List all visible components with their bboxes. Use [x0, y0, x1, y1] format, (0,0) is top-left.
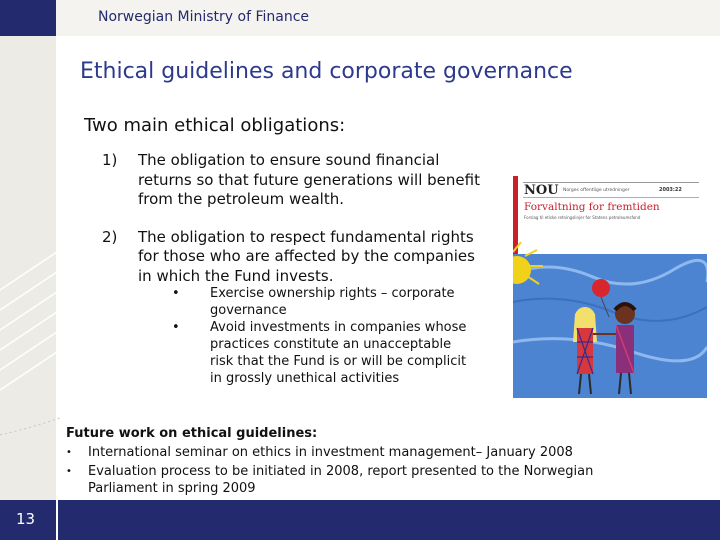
cover-subtitle: Forslag til etiske retningslinjer for Statens petroleumsfond: [524, 215, 641, 220]
obligation-number: 1): [102, 151, 118, 169]
cover-illustration: [513, 142, 707, 398]
page-number: 13: [16, 510, 36, 528]
sub-bullet-list: [172, 285, 472, 387]
bullet-glyph: •: [66, 466, 72, 477]
header-logo-block: [0, 0, 56, 36]
future-work-text: International seminar on ethics in investment management– January 2008: [88, 445, 573, 460]
future-work-item: [66, 444, 666, 461]
sub-bullet-text: Exercise ownership rights – corporate governance: [210, 286, 455, 318]
bullet-glyph: •: [66, 447, 72, 458]
future-work-heading: Future work on ethical guidelines:: [66, 426, 318, 441]
sub-bullet-item: [172, 285, 472, 319]
cover-number: 2003:22: [659, 187, 682, 193]
obligation-number: 2): [102, 227, 118, 246]
sub-bullet-text: Avoid investments in companies whose practices constitute an unacceptable risk that the Fund is or will be complicit in grossly unethical activities: [210, 320, 467, 386]
obligation-item: [102, 151, 482, 210]
obligation-text: The obligation to ensure sound financial returns so that future generations will benefit from the petroleum wealth.: [138, 151, 480, 208]
future-work-section: [66, 425, 666, 499]
decorative-curves: [0, 230, 60, 450]
slide-subtitle: Two main ethical obligations:: [84, 115, 346, 136]
obligations-list: [102, 151, 482, 304]
obligation-text: The obligation to respect fundamental rights for those who are affected by the companies in which the Fund invests.: [138, 227, 475, 285]
cover-series-small: Norges offentlige utredninger: [563, 188, 630, 193]
footer-divider: [56, 500, 58, 540]
future-work-text: Evaluation process to be initiated in 2008, report presented to the Norwegian Parliament in spring 2009: [88, 464, 594, 496]
report-cover-image: [513, 142, 707, 398]
cover-series-label: NOU: [524, 183, 559, 198]
obligation-item: [102, 228, 482, 287]
bullet-glyph: •: [172, 320, 180, 335]
ministry-name: Norwegian Ministry of Finance: [98, 9, 310, 25]
future-work-item: [66, 463, 666, 497]
bullet-glyph: •: [172, 286, 180, 301]
footer-bar: [0, 500, 720, 540]
cover-title: Forvaltning for fremtiden: [524, 201, 660, 213]
sub-bullet-item: [172, 319, 472, 387]
slide-title: Ethical guidelines and corporate governance: [80, 59, 573, 84]
